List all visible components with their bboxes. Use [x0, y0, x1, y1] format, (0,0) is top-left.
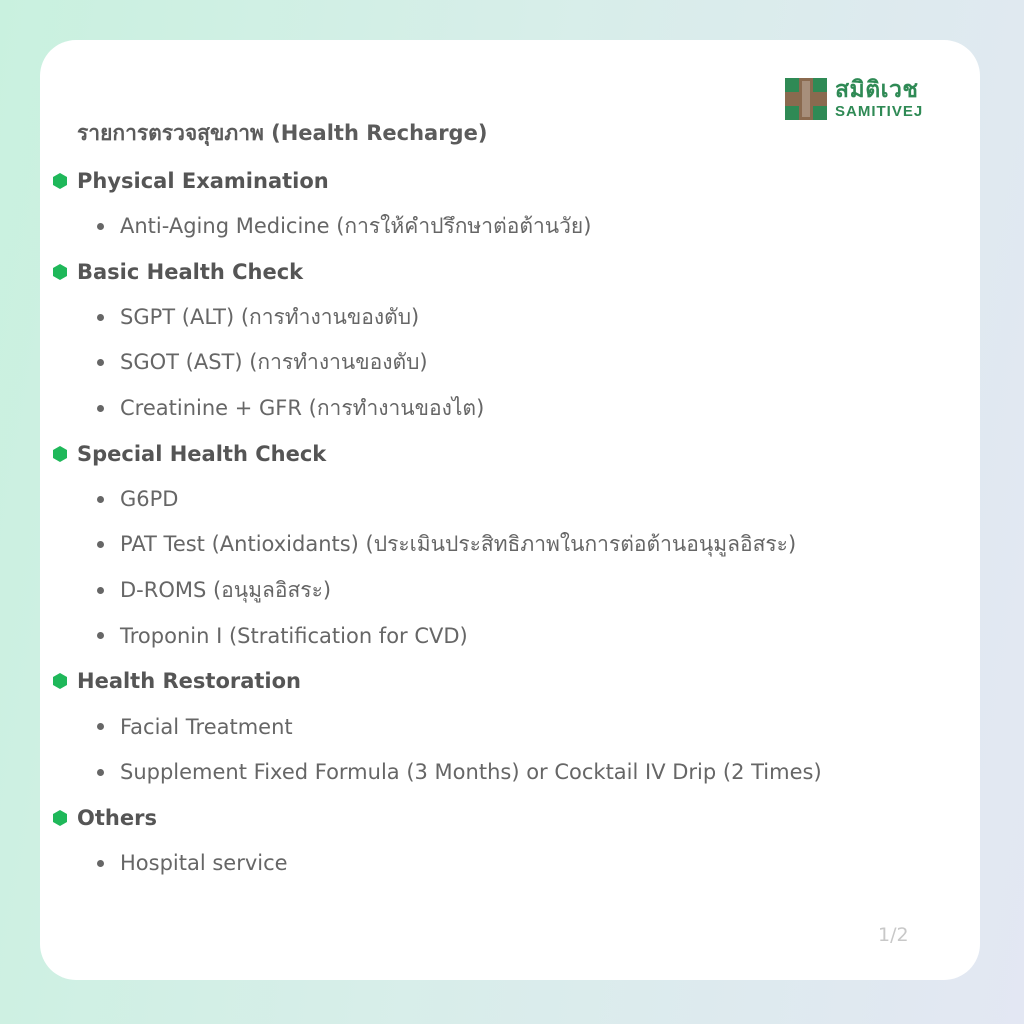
list-item-label: PAT Test (Antioxidants) (ประเมินประสิทธิภาพในการต่อต้านอนุมูลอิสระ): [120, 532, 797, 557]
bullet-dot-icon: [97, 223, 104, 230]
section-label: Others: [77, 805, 157, 830]
list-item: [40, 841, 980, 887]
hexagon-bullet-icon: [53, 173, 67, 189]
page-indicator: 1/2: [878, 924, 909, 946]
hexagon-bullet-icon: [53, 446, 67, 462]
section-heading: [40, 795, 980, 841]
section-label: Basic Health Check: [77, 259, 304, 284]
section-heading: [40, 659, 980, 705]
section-label: Health Restoration: [77, 669, 302, 694]
list-item: [40, 568, 980, 614]
list-item: [40, 613, 980, 659]
logo-thai-text: สมิติเวช: [835, 77, 919, 103]
list-item: [40, 477, 980, 523]
bullet-dot-icon: [97, 587, 104, 594]
list-item: [40, 340, 980, 386]
page-title: รายการตรวจสุขภาพ (Health Recharge): [77, 121, 488, 145]
list-item-label: Facial Treatment: [120, 714, 293, 739]
list-item-label: Supplement Fixed Formula (3 Months) or Cocktail IV Drip (2 Times): [120, 760, 822, 785]
bullet-dot-icon: [97, 769, 104, 776]
list-item: [40, 386, 980, 432]
bullet-dot-icon: [97, 860, 104, 867]
bullet-dot-icon: [97, 359, 104, 366]
hexagon-bullet-icon: [53, 264, 67, 280]
list-item-label: Hospital service: [120, 851, 288, 876]
bullet-dot-icon: [97, 405, 104, 412]
list-item: [40, 704, 980, 750]
section-heading: [40, 249, 980, 295]
list-item: [40, 204, 980, 250]
section-heading: [40, 158, 980, 204]
bullet-dot-icon: [97, 541, 104, 548]
list-item-label: SGOT (AST) (การทำงานของตับ): [120, 350, 428, 375]
section-heading: [40, 431, 980, 477]
list-item-label: Troponin I (Stratification for CVD): [120, 623, 468, 648]
list-item: [40, 750, 980, 796]
hexagon-bullet-icon: [53, 810, 67, 826]
bullet-dot-icon: [97, 496, 104, 503]
bullet-dot-icon: [97, 723, 104, 730]
list-item-label: D-ROMS (อนุมูลอิสระ): [120, 577, 332, 602]
logo-english-text: SAMITIVEJ: [835, 103, 924, 120]
checkup-sections: [40, 158, 980, 886]
list-item-label: G6PD: [120, 487, 179, 512]
list-item: [40, 295, 980, 341]
hexagon-bullet-icon: [53, 673, 67, 689]
section-label: Physical Examination: [77, 168, 329, 193]
list-item-label: Anti-Aging Medicine (การให้คำปรึกษาต่อต้านวัย): [120, 213, 592, 238]
list-item-label: Creatinine + GFR (การทำงานของไต): [120, 395, 485, 420]
hospital-cross-icon: [785, 78, 827, 120]
list-item: [40, 522, 980, 568]
bullet-dot-icon: [97, 632, 104, 639]
list-item-label: SGPT (ALT) (การทำงานของตับ): [120, 304, 420, 329]
section-label: Special Health Check: [77, 441, 327, 466]
content-card: [40, 40, 980, 980]
bullet-dot-icon: [97, 314, 104, 321]
samitivej-logo: [785, 78, 923, 120]
logo-wordmark: [835, 79, 923, 119]
